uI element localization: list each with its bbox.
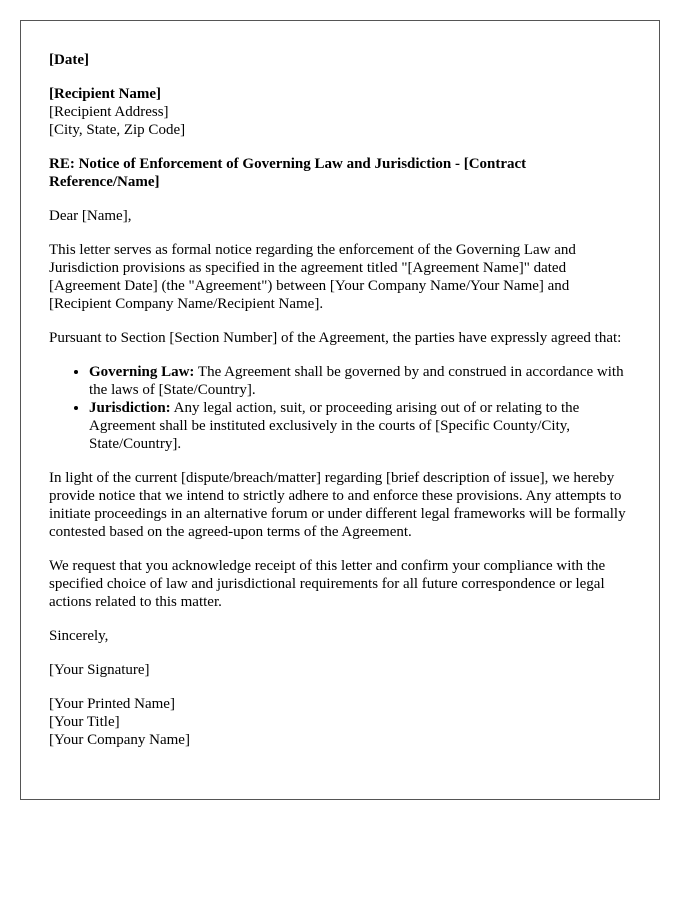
body-paragraph-3: In light of the current [dispute/breach/matter] regarding [brief description of issue], we hereby provide notice that we intend to strictly adhere to and enforce these provisions. Any attempts to initiate proceedings in an alternative forum or under different legal frameworks will be formally contested based on the agreed-upon terms of the Agreement. [49, 470, 626, 540]
sender-company: [Your Company Name] [49, 732, 190, 748]
recipient-block [49, 85, 631, 139]
salutation: Dear [Name], [49, 208, 132, 224]
recipient-address: [Recipient Address] [49, 104, 169, 120]
letter-page [20, 20, 660, 800]
sender-title: [Your Title] [49, 714, 120, 730]
letter-subject: RE: Notice of Enforcement of Governing Law and Jurisdiction - [Contract Reference/Name] [49, 156, 527, 190]
recipient-name: [Recipient Name] [49, 86, 162, 102]
sender-printed-name: [Your Printed Name] [49, 696, 175, 712]
signature: [Your Signature] [49, 662, 150, 678]
provision-label: Jurisdiction: [89, 400, 171, 416]
provision-text: Any legal action, suit, or proceeding arising out of or relating to the Agreement shall be instituted exclusively in the courts of [Specific County/City, State/Country]. [89, 400, 580, 452]
body-paragraph-2: Pursuant to Section [Section Number] of the Agreement, the parties have expressly agreed that: [49, 330, 622, 346]
closing: Sincerely, [49, 628, 109, 644]
provision-label: Governing Law: [89, 364, 195, 380]
provisions-list [49, 363, 631, 453]
sender-block [49, 695, 631, 749]
body-paragraph-1: This letter serves as formal notice regarding the enforcement of the Governing Law and Jurisdiction provisions as specified in the agreement titled "[Agreement Name]" dated [Agreement Date] (the "Agreement") between [Your Company Name/Your Name] and [Recipient Company Name/Recipient Name]. [49, 242, 576, 312]
provision-text: The Agreement shall be governed by and construed in accordance with the laws of [State/Country]. [89, 364, 624, 398]
recipient-city-state-zip: [City, State, Zip Code] [49, 122, 186, 138]
letter-date: [Date] [49, 52, 89, 68]
provision-governing-law [89, 363, 631, 399]
provision-jurisdiction [89, 399, 631, 453]
body-paragraph-4: We request that you acknowledge receipt of this letter and confirm your compliance with the specified choice of law and jurisdictional requirements for all future correspondence or legal actions related to this matter. [49, 558, 606, 610]
